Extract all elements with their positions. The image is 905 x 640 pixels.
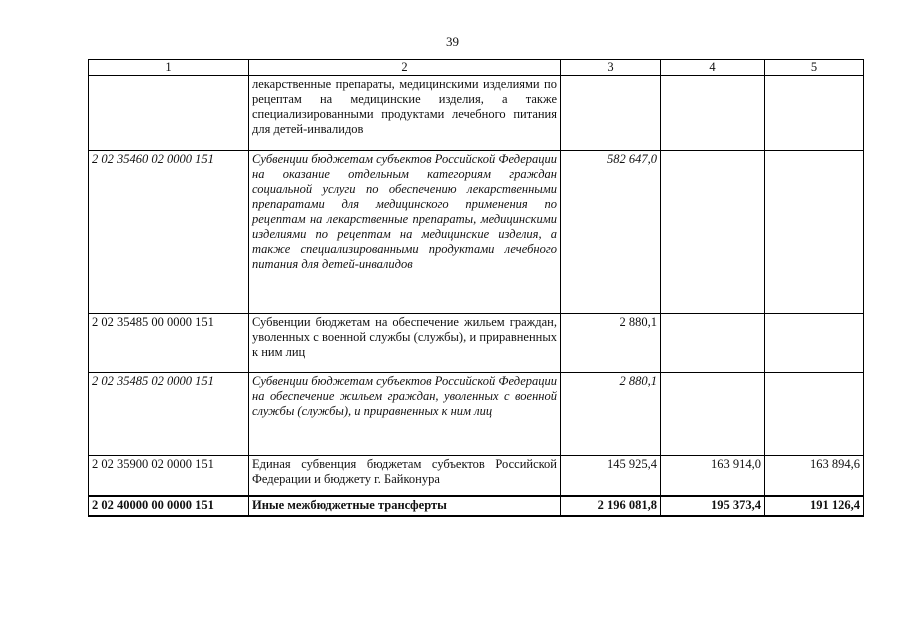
- row-value-col3: 2 196 081,8: [561, 496, 661, 516]
- row-description: Субвенции бюджетам на обеспечение жильем граждан, уволенных с военной службы (службы), и приравненных к ним лиц: [249, 314, 561, 373]
- page-number: 39: [446, 34, 459, 49]
- header-col-5: 5: [765, 60, 864, 76]
- table-header-row: [89, 60, 864, 76]
- table-row: [89, 456, 864, 496]
- row-value-col5: 163 894,6: [765, 456, 864, 496]
- table-row: [89, 314, 864, 373]
- header-col-4: 4: [661, 60, 765, 76]
- row-description: Субвенции бюджетам субъектов Российской Федерации на оказание отдельным категориям граждан социальной услуги по обеспечению лекарственными препаратами для медицинского применения по рецептам на лекарственные препараты, медицинскими изделиями по рецептам на медицинские изделия, а также специализированными продуктами лечебного питания для детей-инвалидов: [249, 151, 561, 314]
- row-description: Единая субвенция бюджетам субъектов Российской Федерации и бюджету г. Байконура: [249, 456, 561, 496]
- row-value-col4: [661, 373, 765, 456]
- row-value-col5: [765, 373, 864, 456]
- table-row: [89, 76, 864, 151]
- row-value-col4: [661, 151, 765, 314]
- row-code: 2 02 35485 02 0000 151: [89, 373, 249, 456]
- row-value-col3: 2 880,1: [561, 373, 661, 456]
- header-col-2: 2: [249, 60, 561, 76]
- row-code: 2 02 40000 00 0000 151: [89, 496, 249, 516]
- row-value-col3: [561, 76, 661, 151]
- row-value-col5: 191 126,4: [765, 496, 864, 516]
- row-code: 2 02 35900 02 0000 151: [89, 456, 249, 496]
- row-value-col4: 163 914,0: [661, 456, 765, 496]
- table-row-total: [89, 496, 864, 516]
- row-value-col4: 195 373,4: [661, 496, 765, 516]
- table-row: [89, 373, 864, 456]
- row-value-col5: [765, 151, 864, 314]
- header-col-3: 3: [561, 60, 661, 76]
- row-value-col5: [765, 76, 864, 151]
- row-description: Иные межбюджетные трансферты: [249, 496, 561, 516]
- row-code: 2 02 35460 02 0000 151: [89, 151, 249, 314]
- budget-table: [88, 59, 864, 517]
- row-value-col3: 582 647,0: [561, 151, 661, 314]
- row-value-col3: 2 880,1: [561, 314, 661, 373]
- row-description: Субвенции бюджетам субъектов Российской Федерации на обеспечение жильем граждан, уволенных с военной службы (службы), и приравненных к ним лиц: [249, 373, 561, 456]
- table-row: [89, 151, 864, 314]
- row-value-col5: [765, 314, 864, 373]
- row-code: 2 02 35485 00 0000 151: [89, 314, 249, 373]
- row-code: [89, 76, 249, 151]
- row-value-col3: 145 925,4: [561, 456, 661, 496]
- row-value-col4: [661, 314, 765, 373]
- row-value-col4: [661, 76, 765, 151]
- row-description: лекарственные препараты, медицинскими изделиями по рецептам на медицинские изделия, а также специализированными продуктами лечебного питания для детей-инвалидов: [249, 76, 561, 151]
- header-col-1: 1: [89, 60, 249, 76]
